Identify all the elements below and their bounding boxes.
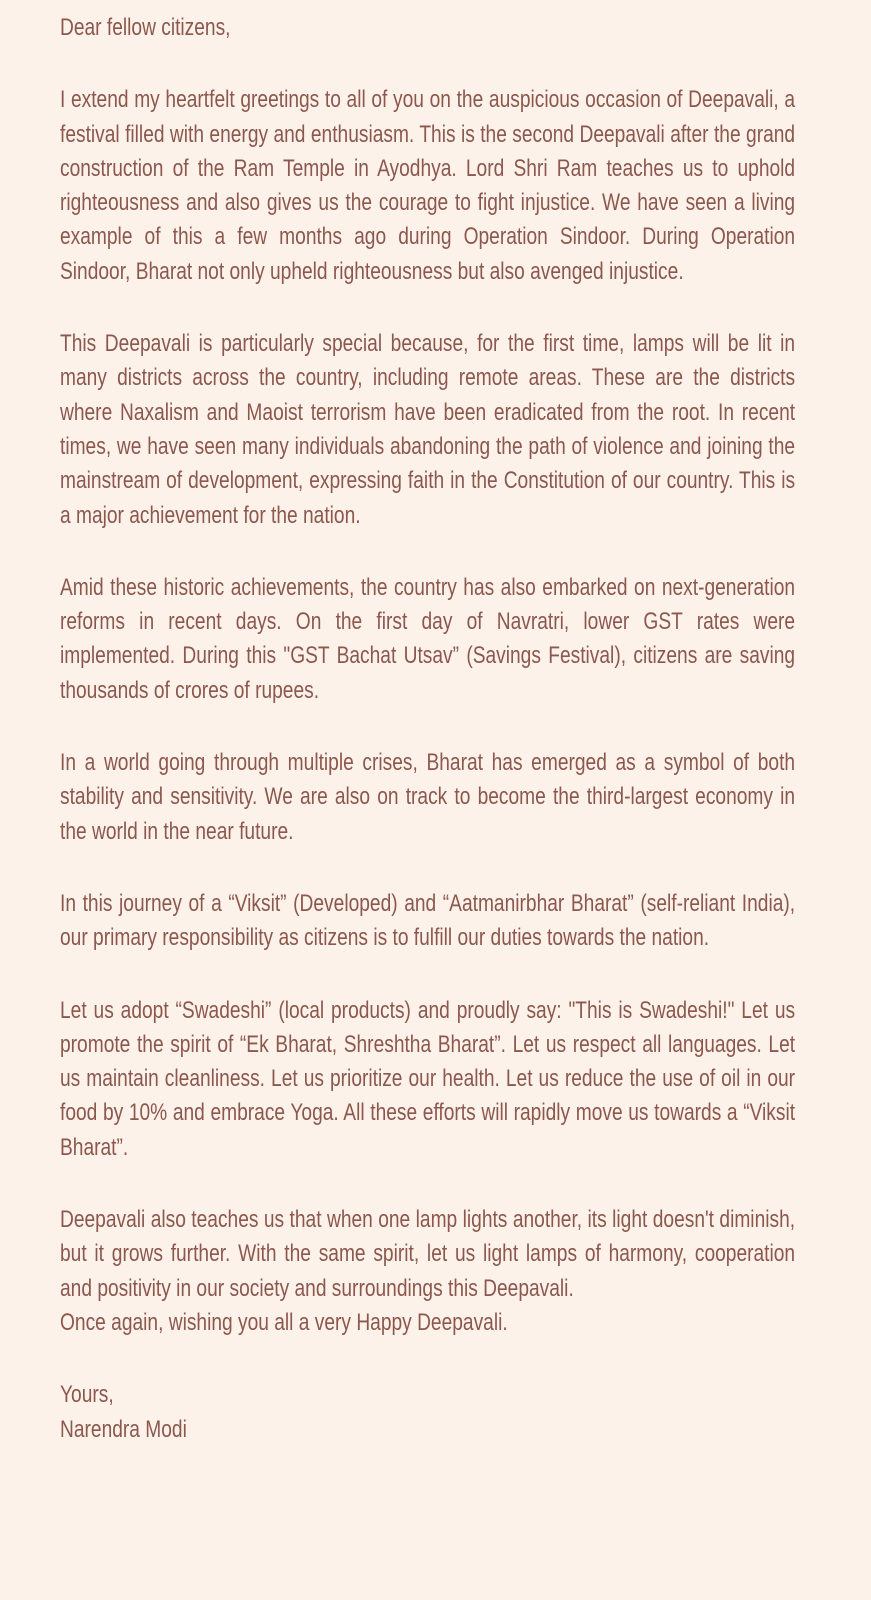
letter-paragraph-2: This Deepavali is particularly special because, for the first time, lamps will be lit in many districts across the country, including remote areas. These are the districts where Naxalism and Maoist terrorism have been eradicated from the root. In recent times, we have seen many individuals abandoning the path of violence and joining the mainstream of development, expressing faith in the Constitution of our country. This is a major achievement for the nation. (60, 330, 796, 529)
letter-paragraph-1: I extend my heartfelt greetings to all of you on the auspicious occasion of Deepavali, a festival filled with energy and enthusiasm. This is the second Deepavali after the grand construction of the Ram Temple in Ayodhya. Lord Shri Ram teaches us to uphold righteousness and also gives us the courage to fight injustice. We have seen a living example of this a few months ago during Operation Sindoor. During Operation Sindoor, Bharat not only upheld righteousness but also avenged injustice. (60, 86, 796, 285)
signoff-name: Narendra Modi (60, 1415, 187, 1443)
letter-content (60, 11, 795, 1447)
letter-closing-wish: Once again, wishing you all a very Happy Deepavali. (60, 1308, 508, 1336)
signoff-yours: Yours, (60, 1381, 114, 1409)
letter-paragraph-3: Amid these historic achievements, the country has also embarked on next-generation reforms in recent days. On the first day of Navratri, lower GST rates were implemented. During this "GST Bachat Utsav” (Savings Festival), citizens are saving thousands of crores of rupees. (60, 573, 796, 704)
letter-paragraph-7: Deepavali also teaches us that when one lamp lights another, its light doesn't diminish, but it grows further. With the same spirit, let us light lamps of harmony, cooperation and positivity in our society and surroundings this Deepavali. (60, 1206, 796, 1302)
letter-paragraph-4: In a world going through multiple crises, Bharat has emerged as a symbol of both stability and sensitivity. We are also on track to become the third-largest economy in the world in the near future. (60, 749, 796, 845)
letter-greeting: Dear fellow citizens, (60, 14, 231, 41)
letter-paragraph-5: In this journey of a “Viksit” (Developed) and “Aatmanirbhar Bharat” (self-reliant India), our primary responsibility as citizens is to fulfill our duties towards the nation. (60, 889, 796, 952)
letter-paragraph-6: Let us adopt “Swadeshi” (local products) and proudly say: "This is Swadeshi!" Let us promote the spirit of “Ek Bharat, Shreshtha Bharat”. Let us respect all languages. Let us maintain cleanliness. Let us prioritize our health. Let us reduce the use of oil in our food by 10% and embrace Yoga. All these efforts will rapidly move us towards a “Viksit Bharat”. (60, 996, 796, 1161)
